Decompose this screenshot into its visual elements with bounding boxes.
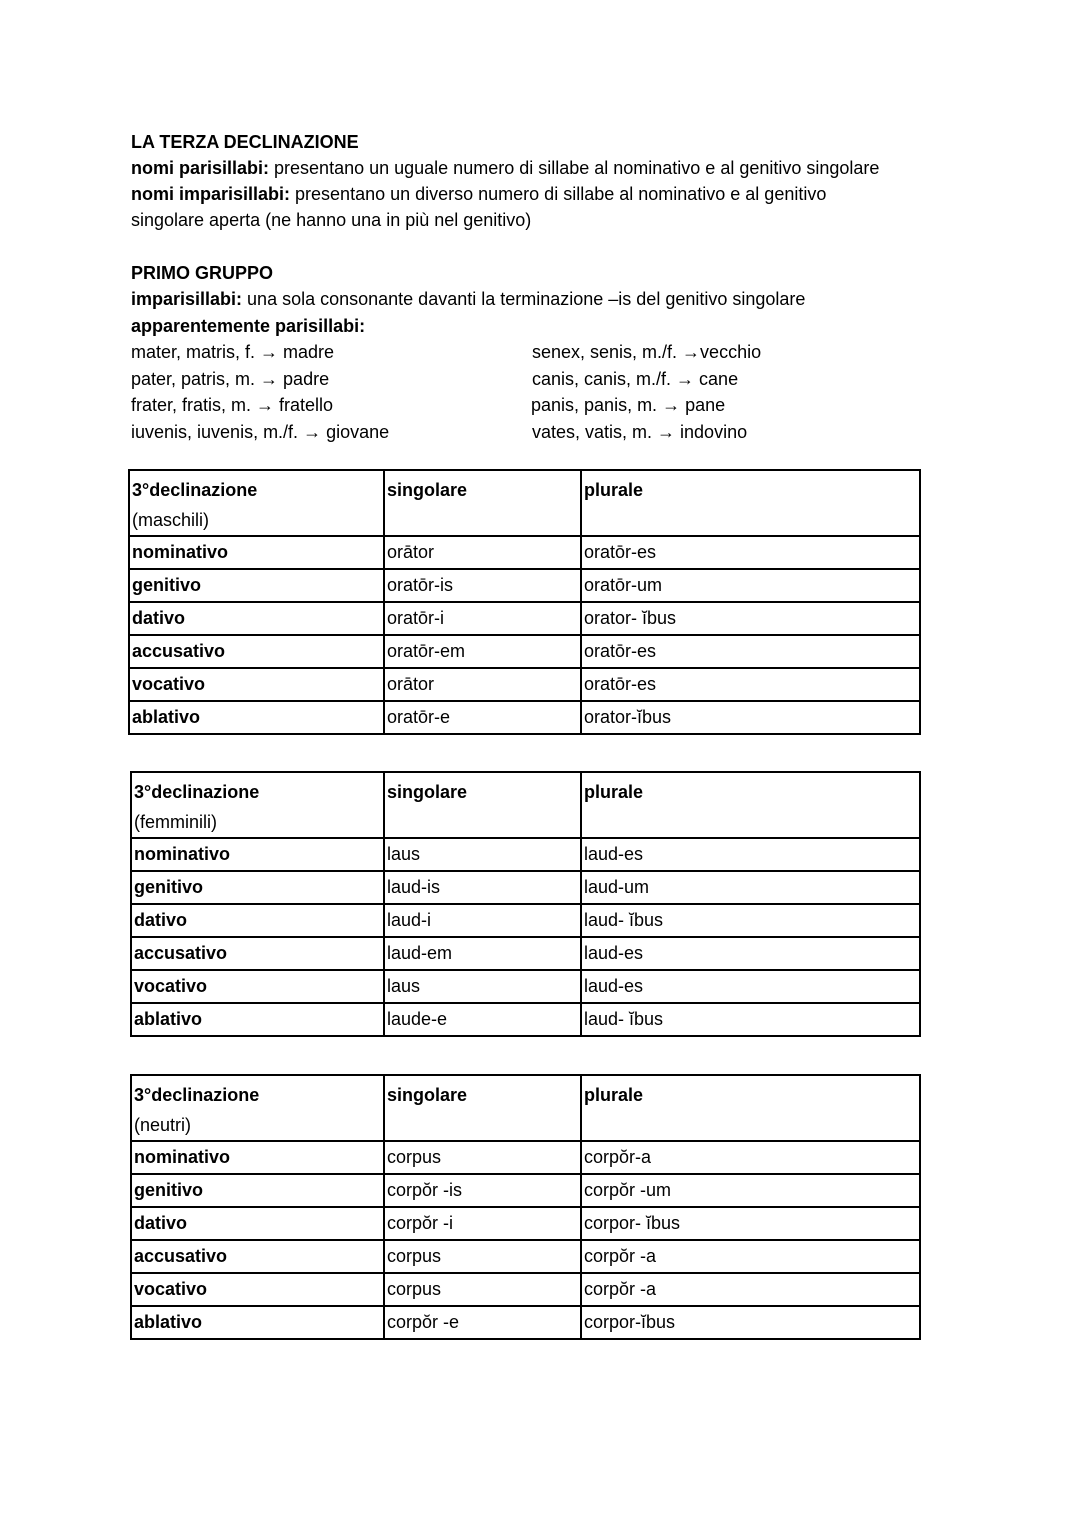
intro-imparisillabi — [131, 181, 826, 207]
table-row — [131, 1003, 920, 1036]
header-cell-declension: 3°declinazione (maschili) — [129, 470, 384, 536]
table-row — [131, 937, 920, 970]
table-row — [131, 904, 920, 937]
singular-cell: laus — [384, 970, 581, 1003]
table-header-row — [131, 772, 920, 838]
table-row — [129, 602, 920, 635]
table-row — [131, 970, 920, 1003]
table-row — [131, 1174, 920, 1207]
table-row — [129, 635, 920, 668]
plural-cell: oratōr-es — [581, 536, 920, 569]
example-right: senex, senis, m./f. →vecchio — [532, 342, 762, 362]
plural-cell: orator-ĭbus — [581, 701, 920, 734]
header-subtitle: (neutri) — [134, 1115, 192, 1135]
case-cell: vocativo — [129, 668, 384, 701]
case-cell: vocativo — [131, 1273, 384, 1306]
table-row — [131, 1141, 920, 1174]
singular-cell: oratōr-e — [384, 701, 581, 734]
case-cell: genitivo — [131, 871, 384, 904]
case-cell: nominativo — [131, 1141, 384, 1174]
header-cell-declension: 3°declinazione (femminili) — [131, 772, 384, 838]
singular-cell: laude-e — [384, 1003, 581, 1036]
plural-cell: oratōr-es — [581, 668, 920, 701]
plural-cell: laud- ĭbus — [581, 904, 920, 937]
plural-cell: corpŏr -a — [581, 1240, 920, 1273]
plural-cell: oratōr-um — [581, 569, 920, 602]
table-row — [129, 536, 920, 569]
case-cell: nominativo — [131, 838, 384, 871]
intro-text: presentano un uguale numero di sillabe al nominativo e al genitivo singolare — [269, 158, 880, 178]
header-cell-singular: singolare — [384, 470, 581, 536]
imparisillabi-text: una sola consonante davanti la terminazione –is del genitivo singolare — [242, 289, 806, 309]
table-row — [131, 1207, 920, 1240]
declension-table-neutri — [130, 1074, 921, 1340]
table-row — [131, 1273, 920, 1306]
case-cell: genitivo — [129, 569, 384, 602]
case-cell: accusativo — [131, 1240, 384, 1273]
imparisillabi-label: imparisillabi: — [131, 289, 243, 309]
page-title: LA TERZA DECLINAZIONE — [131, 132, 359, 152]
table-row — [131, 838, 920, 871]
example-left: pater, patris, m. → padre — [131, 369, 330, 389]
example-left: mater, matris, f. → madre — [131, 342, 335, 362]
table-row — [129, 701, 920, 734]
case-cell: dativo — [131, 1207, 384, 1240]
case-cell: nominativo — [129, 536, 384, 569]
singular-cell: laud-is — [384, 871, 581, 904]
plural-cell: corpor-ĭbus — [581, 1306, 920, 1339]
table-header-row — [131, 1075, 920, 1141]
plural-cell: oratōr-es — [581, 635, 920, 668]
case-cell: accusativo — [129, 635, 384, 668]
example-right: canis, canis, m./f. → cane — [532, 369, 739, 389]
header-subtitle: (maschili) — [132, 510, 210, 530]
case-cell: vocativo — [131, 970, 384, 1003]
intro-label: nomi parisillabi: — [131, 158, 270, 178]
intro-text: singolare aperta (ne hanno una in più nel genitivo) — [131, 210, 532, 230]
case-cell: dativo — [129, 602, 384, 635]
header-cell-declension: 3°declinazione (neutri) — [131, 1075, 384, 1141]
table-row — [129, 569, 920, 602]
header-cell-plural: plurale — [581, 470, 920, 536]
case-cell: dativo — [131, 904, 384, 937]
plural-cell: laud-es — [581, 970, 920, 1003]
table-row — [131, 1306, 920, 1339]
singular-cell: laus — [384, 838, 581, 871]
case-cell: genitivo — [131, 1174, 384, 1207]
plural-cell: corpŏr-a — [581, 1141, 920, 1174]
singular-cell: oratōr-is — [384, 569, 581, 602]
table-header-row — [129, 470, 920, 536]
header-cell-singular: singolare — [384, 772, 581, 838]
case-cell: ablativo — [131, 1306, 384, 1339]
header-subtitle: (femminili) — [134, 812, 217, 832]
singular-cell: orātor — [384, 536, 581, 569]
group-title: PRIMO GRUPPO — [131, 263, 274, 283]
case-cell: ablativo — [131, 1003, 384, 1036]
case-cell: accusativo — [131, 937, 384, 970]
singular-cell: corpŏr -is — [384, 1174, 581, 1207]
plural-cell: corpor- ĭbus — [581, 1207, 920, 1240]
singular-cell: corpus — [384, 1273, 581, 1306]
singular-cell: laud-i — [384, 904, 581, 937]
plural-cell: laud-um — [581, 871, 920, 904]
group-imparisillabi — [131, 286, 805, 312]
declension-table-maschili — [128, 469, 921, 735]
plural-cell: laud-es — [581, 937, 920, 970]
singular-cell: corpŏr -e — [384, 1306, 581, 1339]
singular-cell: oratōr-i — [384, 602, 581, 635]
singular-cell: corpus — [384, 1240, 581, 1273]
table-row — [129, 668, 920, 701]
singular-cell: corpus — [384, 1141, 581, 1174]
intro-continuation — [131, 207, 531, 233]
plural-cell: laud- ĭbus — [581, 1003, 920, 1036]
singular-cell: corpŏr -i — [384, 1207, 581, 1240]
plural-cell: orator- ĭbus — [581, 602, 920, 635]
header-cell-plural: plurale — [581, 772, 920, 838]
plural-cell: corpŏr -um — [581, 1174, 920, 1207]
header-cell-plural: plurale — [581, 1075, 920, 1141]
singular-cell: orātor — [384, 668, 581, 701]
singular-cell: laud-em — [384, 937, 581, 970]
declension-table-femminili — [130, 771, 921, 1037]
table-row — [131, 871, 920, 904]
example-right: vates, vatis, m. → indovino — [532, 422, 748, 442]
example-left: frater, fratis, m. → fratello — [131, 395, 334, 415]
example-right: panis, panis, m. → pane — [531, 395, 726, 415]
intro-text: presentano un diverso numero di sillabe al nominativo e al genitivo — [290, 184, 827, 204]
intro-label: nomi imparisillabi: — [131, 184, 291, 204]
apparent-label: apparentemente parisillabi: — [131, 316, 366, 336]
header-cell-singular: singolare — [384, 1075, 581, 1141]
case-cell: ablativo — [129, 701, 384, 734]
plural-cell: corpŏr -a — [581, 1273, 920, 1306]
singular-cell: oratōr-em — [384, 635, 581, 668]
example-left: iuvenis, iuvenis, m./f. → giovane — [131, 422, 390, 442]
plural-cell: laud-es — [581, 838, 920, 871]
intro-parisillabi — [131, 155, 879, 181]
table-row — [131, 1240, 920, 1273]
